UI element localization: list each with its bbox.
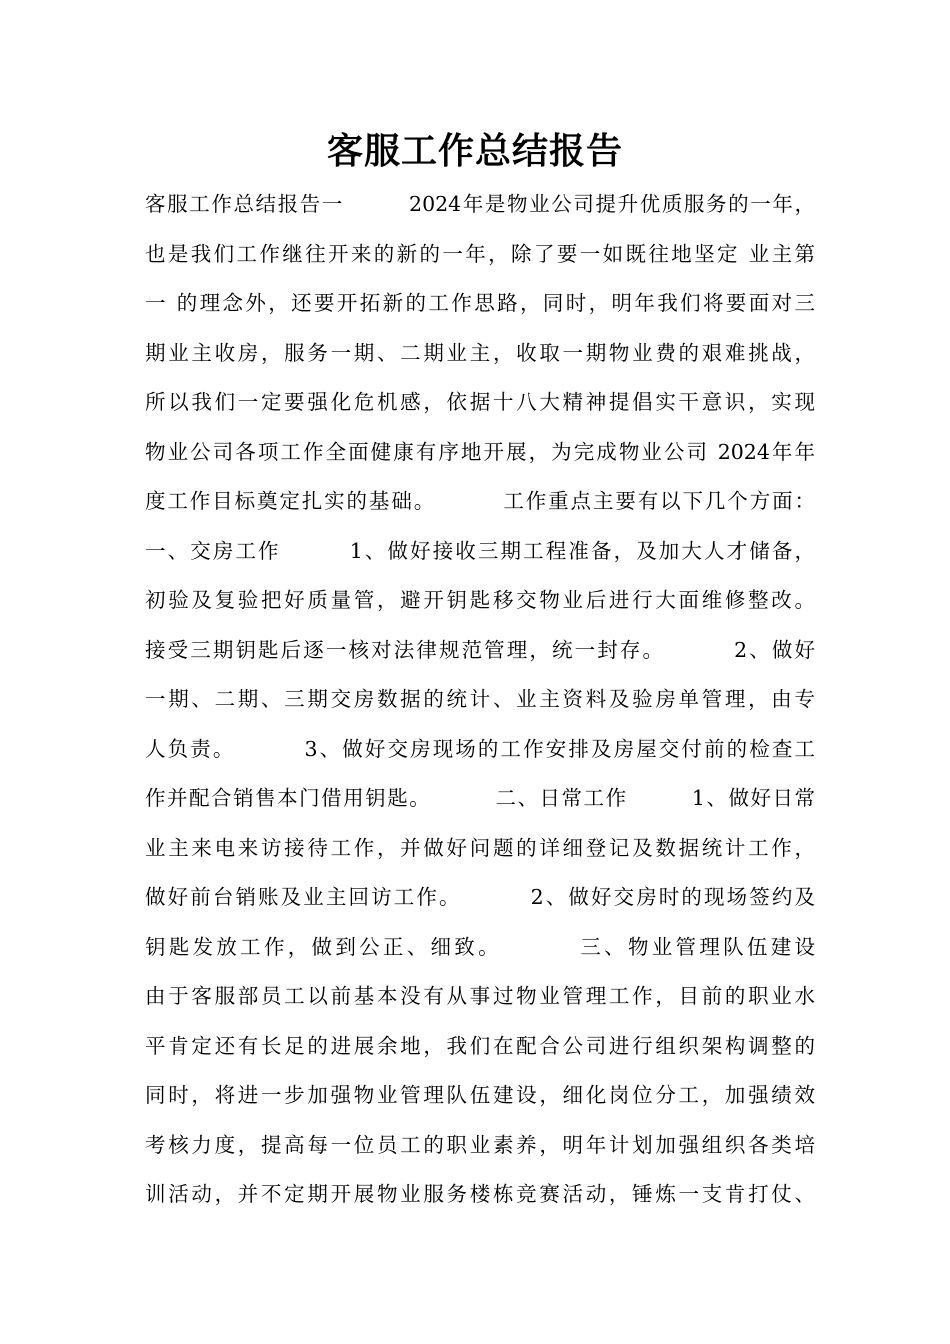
text-line: 也是我们工作继往开来的新的一年，除了要一如既往地坚定 业主第 xyxy=(145,241,815,266)
text-line: 一期、二期、三期交房数据的统计、业主资料及验房单管理，由专 xyxy=(145,687,815,711)
text-line: 平肯定还有长足的进展余地，我们在配合公司进行组织架构调整的 xyxy=(145,1033,815,1058)
text-line: 初验及复验把好质量管，避开钥匙移交物业后进行大面维修整改。 xyxy=(145,588,815,612)
text-line: 由于客服部员工以前基本没有从事过物业管理工作，目前的职业水 xyxy=(145,984,815,1008)
text-line: 接受三期钥匙后逐一核对法律规范管理，统一封存。 2、做好 xyxy=(145,637,815,662)
text-line: 同时，将进一步加强物业管理队伍建设，细化岗位分工，加强绩效 xyxy=(145,1083,815,1107)
text-line: 人负责。 3、做好交房现场的工作安排及房屋交付前的检查工 xyxy=(145,736,815,761)
document-body xyxy=(145,180,815,1220)
text-line: 客服工作总结报告一 2024年是物业公司提升优质服务的一年， xyxy=(145,192,815,216)
text-line: 所以我们一定要强化危机感，依据十八大精神提倡实干意识，实现 xyxy=(145,390,815,414)
text-line: 训活动，并不定期开展物业服务楼栋竞赛活动，锤炼一支肯打仗、 xyxy=(145,1182,815,1206)
text-line: 期业主收房，服务一期、二期业主，收取一期物业费的艰难挑战， xyxy=(145,340,815,365)
text-line: 业主来电来访接待工作，并做好问题的详细登记及数据统计工作， xyxy=(145,835,815,860)
text-line: 钥匙发放工作，做到公正、细致。 三、物业管理队伍建设 xyxy=(145,934,815,959)
text-line: 度工作目标奠定扎实的基础。 工作重点主要有以下几个方面： xyxy=(145,489,815,513)
text-line: 一 的理念外，还要开拓新的工作思路，同时，明年我们将要面对三 xyxy=(145,291,815,315)
text-line: 考核力度，提高每一位员工的职业素养，明年计划加强组织各类培 xyxy=(145,1132,815,1157)
text-line: 一、交房工作 1、做好接收三期工程准备，及加大人才储备， xyxy=(145,538,815,563)
document-title: 客服工作总结报告 xyxy=(326,131,623,172)
text-line: 做好前台销账及业主回访工作。 2、做好交房时的现场签约及 xyxy=(145,885,815,909)
text-line: 物业公司各项工作全面健康有序地开展，为完成物业公司 2024年年 xyxy=(145,439,815,464)
text-line: 作并配合销售本门借用钥匙。 二、日常工作 1、做好日常 xyxy=(145,786,815,810)
